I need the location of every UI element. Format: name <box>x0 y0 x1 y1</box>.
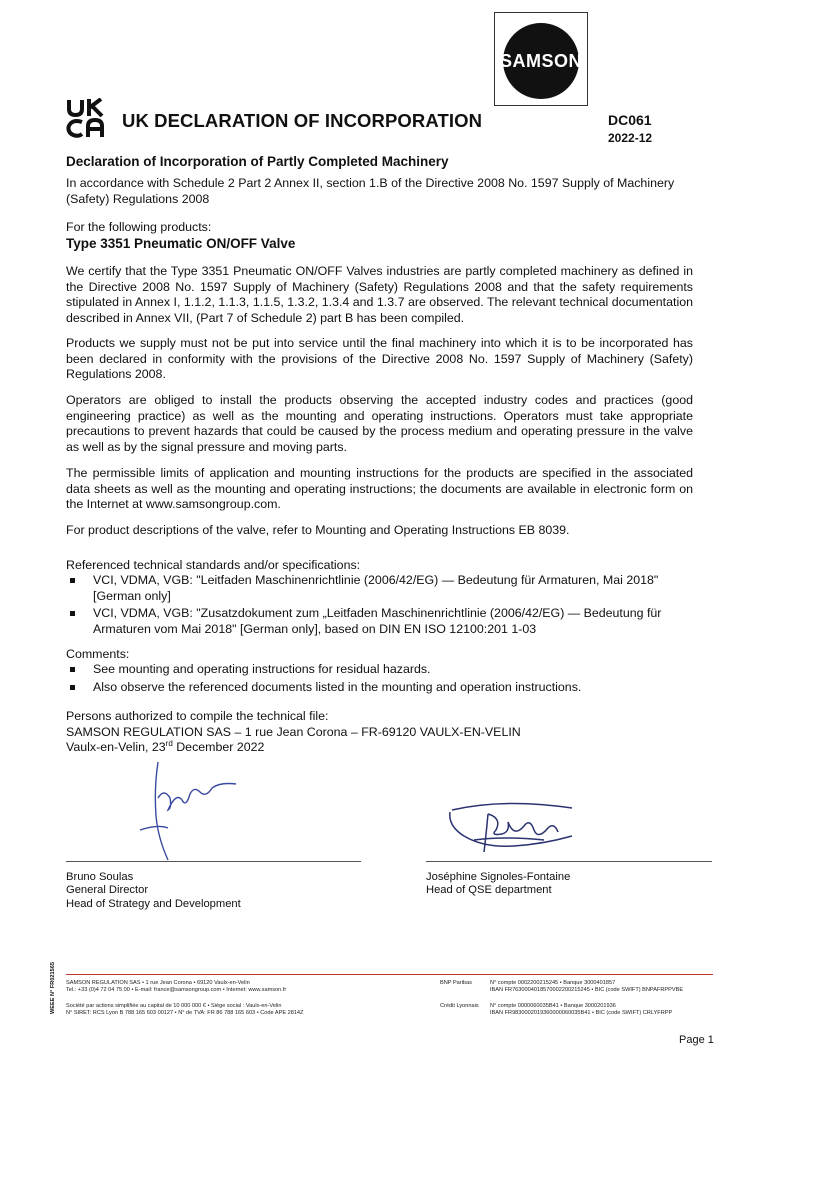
paragraph-certification: We certify that the Type 3351 Pneumatic ON/OFF Valves industries are partly completed machinery as defined in the Directive 2008 No. 1597 Supply of Machinery (Safety) Regulations 2008 and that the safety requirements stipulated in Annex I, 1.1.2, 1.1.3, 1.1.5, 1.3.2, 1.3.4 and 1.3.7 are observed. The relevant technical documentation described in Annex VII, (Part 7 of Schedule 2) part B has been compiled. <box>66 264 693 325</box>
footer-bank-account: N° compte 0002200215245 • Banque 3000401857 <box>490 980 616 986</box>
for-products-label: For the following products: <box>66 220 212 234</box>
logo-text: SAMSON <box>500 50 583 71</box>
paragraph-limits: The permissible limits of application and mounting instructions for the products are specified in the associated data sheets as well as the mounting and operating instructions; the documents are available in electronic form on the Internet at www.samsongroup.com. <box>66 466 693 512</box>
comments-label: Comments: <box>66 647 130 661</box>
samson-logo <box>494 12 588 106</box>
signature-line <box>66 861 361 862</box>
intro-paragraph: In accordance with Schedule 2 Part 2 Annex II, section 1.B of the Directive 2008 No. 1597 Supply of Machinery (Safety) Regulations 2008 <box>66 176 675 206</box>
comment-text: Also observe the referenced documents listed in the mounting and operation instructions. <box>93 679 582 694</box>
signer-name: Joséphine Signoles-Fontaine <box>426 871 571 883</box>
footer-bank-name: BNP Paribas <box>440 980 472 986</box>
bullet-icon <box>70 611 75 616</box>
bullet-icon <box>70 685 75 690</box>
page-number: Page 1 <box>679 1034 714 1046</box>
ukca-mark-icon <box>66 98 108 138</box>
signature-line <box>426 861 712 862</box>
signature-signoles-icon <box>444 796 584 864</box>
list-item <box>66 680 706 696</box>
paragraph-operators: Operators are obliged to install the products observing the accepted industry codes and practices (good engineering practice) as well as the mounting and operating instructions. Operators must take appropriate precautions to prevent hazards that could be caused by the process medium and operating pressure in the valve as well as by the signal pressure and moving parts. <box>66 393 693 454</box>
weee-number: WEEE N° FR021565 <box>50 962 56 1014</box>
signer-block <box>426 871 570 898</box>
footer-legal: Société par actions simplifiée au capital de 10 000 000 € • Siège social : Vaulx-en-Velin <box>66 1003 282 1009</box>
signer-title: Head of QSE department <box>426 884 552 897</box>
footer-bank-account: N° compte 0000060035B41 • Banque 3000201936 <box>490 1003 616 1009</box>
place-and-date <box>66 740 264 756</box>
footer-registration: N° SIRET: RCS Lyon B 788 165 603 00127 • N° de TVA: FR 86 788 165 603 • Code APE 2814Z <box>66 1010 304 1016</box>
references-label: Referenced technical standards and/or specifications: <box>66 558 361 572</box>
signer-block <box>66 871 241 911</box>
signer-title: Head of Strategy and Development <box>66 897 241 910</box>
product-name: Type 3351 Pneumatic ON/OFF Valve <box>66 236 296 251</box>
paragraph-service: Products we supply must not be put into service until the final machinery into which it is to be incorporated has been declared in conformity with the provisions of the Directive 2008 No. 1597 Supply of Machinery (Safety) Regulations 2008. <box>66 336 693 382</box>
footer-divider <box>66 974 713 975</box>
list-item <box>66 606 706 637</box>
logo-circle <box>500 23 583 99</box>
signer-title: General Director <box>66 884 149 897</box>
document-number: DC061 <box>608 112 652 128</box>
footer-bank-details <box>490 1003 672 1017</box>
comments-list <box>66 662 706 697</box>
footer-company-legal <box>66 1003 303 1017</box>
footer-contact: Tel.: +33 (0)4 72 04 75 00 • E-mail: france@samsongroup.com • Internet: www.samson.fr <box>66 987 287 993</box>
place-suffix: December 2022 <box>172 740 265 754</box>
list-item <box>66 662 706 678</box>
bullet-icon <box>70 578 75 583</box>
section-title: Declaration of Incorporation of Partly Completed Machinery <box>66 154 449 169</box>
page-title: UK DECLARATION OF INCORPORATION <box>122 110 483 131</box>
footer-company-contact <box>66 980 286 994</box>
ukca-mark-graphic <box>66 98 108 138</box>
bullet-icon <box>70 667 75 672</box>
footer-bank-details <box>490 980 683 994</box>
footer-address: SAMSON REGULATION SAS • 1 rue Jean Corona • 69120 Vaulx-en-Velin <box>66 980 250 986</box>
references-list <box>66 573 706 639</box>
signer-name: Bruno Soulas <box>66 871 134 883</box>
authorized-label: Persons authorized to compile the technical file: <box>66 709 329 723</box>
date-suffix: rd <box>165 739 173 748</box>
signature-soulas-icon <box>128 758 248 868</box>
place-prefix: Vaulx-en-Velin, 23 <box>66 740 166 754</box>
footer-bank-iban: IBAN FR9830002019360000060035B41 • BIC (code SWIFT) CRLYFRPP <box>490 1010 673 1016</box>
reference-text: VCI, VDMA, VGB: "Leitfaden Maschinenrichtlinie (2006/42/EG) — Bedeutung für Armaturen, Mai 2018" [German only] <box>93 573 659 603</box>
document-date: 2022-12 <box>608 131 653 145</box>
footer-bank-iban: IBAN FR7630004018570002200215245 • BIC (code SWIFT) BNPAFRPPVBE <box>490 987 684 993</box>
footer-bank-name: Crédit Lyonnais <box>440 1003 479 1009</box>
reference-text: VCI, VDMA, VGB: "Zusatzdokument zum „Leitfaden Maschinenrichtlinie (2006/42/EG) — Bedeutung für Armaturen vom Mai 2018" [German only], based on DIN EN ISO 12100:201 1-03 <box>93 606 662 636</box>
authorized-company: SAMSON REGULATION SAS – 1 rue Jean Corona – FR-69120 VAULX-EN-VELIN <box>66 725 521 739</box>
paragraph-descriptions: For product descriptions of the valve, refer to Mounting and Operating Instructions EB 8039. <box>66 523 570 537</box>
comment-text: See mounting and operating instructions for residual hazards. <box>93 662 431 676</box>
list-item <box>66 573 706 604</box>
